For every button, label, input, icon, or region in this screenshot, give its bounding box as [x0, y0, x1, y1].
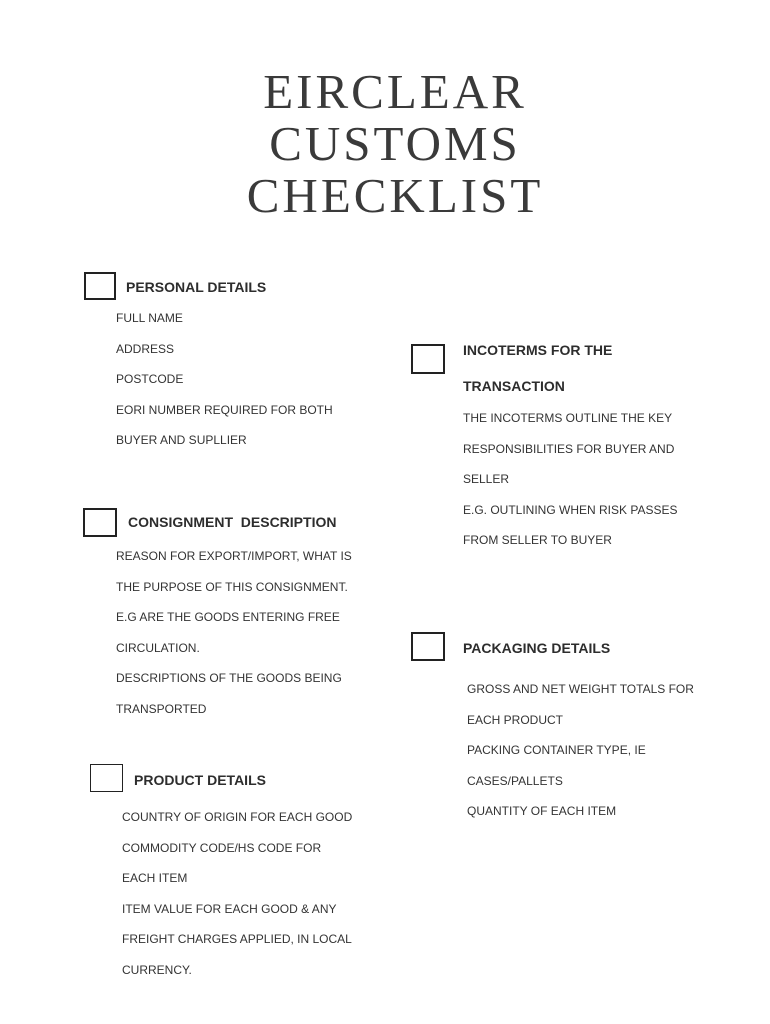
list-item: COMMODITY CODE/HS CODE FOR — [122, 840, 322, 855]
list-item: BUYER AND SUPLLIER — [116, 433, 247, 447]
title-line: CUSTOMS — [269, 116, 521, 171]
list-item: EACH PRODUCT — [467, 712, 564, 727]
consignment-description-checkbox[interactable] — [83, 508, 117, 537]
list-item: THE INCOTERMS OUTLINE THE KEY — [463, 411, 673, 425]
list-item: CIRCULATION. — [116, 640, 200, 655]
incoterms-heading-line-2: TRANSACTION — [463, 378, 565, 394]
list-item: CURRENCY. — [122, 962, 192, 977]
packaging-details-checkbox[interactable] — [411, 632, 445, 661]
product-details-heading: PRODUCT DETAILS — [134, 772, 266, 788]
product-details-list — [122, 809, 352, 992]
list-item: DESCRIPTIONS OF THE GOODS BEING — [116, 671, 342, 685]
list-item: GROSS AND NET WEIGHT TOTALS FOR — [467, 682, 694, 696]
list-item: SELLER — [463, 472, 510, 486]
incoterms-checkbox[interactable] — [411, 344, 445, 374]
personal-details-checkbox[interactable] — [84, 272, 116, 300]
list-item: E.G ARE THE GOODS ENTERING FREE — [116, 610, 340, 624]
list-item: ITEM VALUE FOR EACH GOOD & ANY — [122, 901, 337, 916]
list-item: COUNTRY OF ORIGIN FOR EACH GOOD — [122, 810, 353, 824]
page-title — [0, 66, 770, 222]
list-item: FREIGHT CHARGES APPLIED, IN LOCAL — [122, 932, 352, 946]
incoterms-heading-line-1: INCOTERMS FOR THE — [463, 342, 613, 358]
personal-details-heading: PERSONAL DETAILS — [126, 279, 267, 295]
packaging-details-heading: PACKAGING DETAILS — [463, 640, 611, 656]
consignment-description-heading: CONSIGNMENT DESCRIPTION — [128, 514, 337, 530]
list-item: QUANTITY OF EACH ITEM — [467, 804, 617, 818]
list-item: FULL NAME — [116, 311, 183, 325]
incoterms-list — [463, 410, 677, 563]
title-line: CHECKLIST — [246, 168, 544, 223]
list-item: TRANSPORTED — [116, 701, 207, 716]
personal-details-list — [116, 310, 333, 463]
consignment-description-list — [116, 548, 352, 731]
product-details-checkbox[interactable] — [90, 764, 123, 792]
list-item: REASON FOR EXPORT/IMPORT, WHAT IS — [116, 549, 352, 563]
list-item: EORI NUMBER REQUIRED FOR BOTH — [116, 402, 333, 417]
list-item: CASES/PALLETS — [467, 773, 563, 788]
title-line: EIRCLEAR — [263, 64, 527, 119]
list-item: ADDRESS — [116, 341, 175, 356]
packaging-details-list — [467, 681, 694, 834]
list-item: E.G. OUTLINING WHEN RISK PASSES — [463, 502, 678, 517]
list-item: POSTCODE — [116, 372, 184, 386]
list-item: THE PURPOSE OF THIS CONSIGNMENT. — [116, 579, 348, 594]
list-item: FROM SELLER TO BUYER — [463, 533, 612, 547]
list-item: PACKING CONTAINER TYPE, IE — [467, 743, 646, 757]
list-item: RESPONSIBILITIES FOR BUYER AND — [463, 441, 675, 456]
list-item: EACH ITEM — [122, 871, 188, 885]
